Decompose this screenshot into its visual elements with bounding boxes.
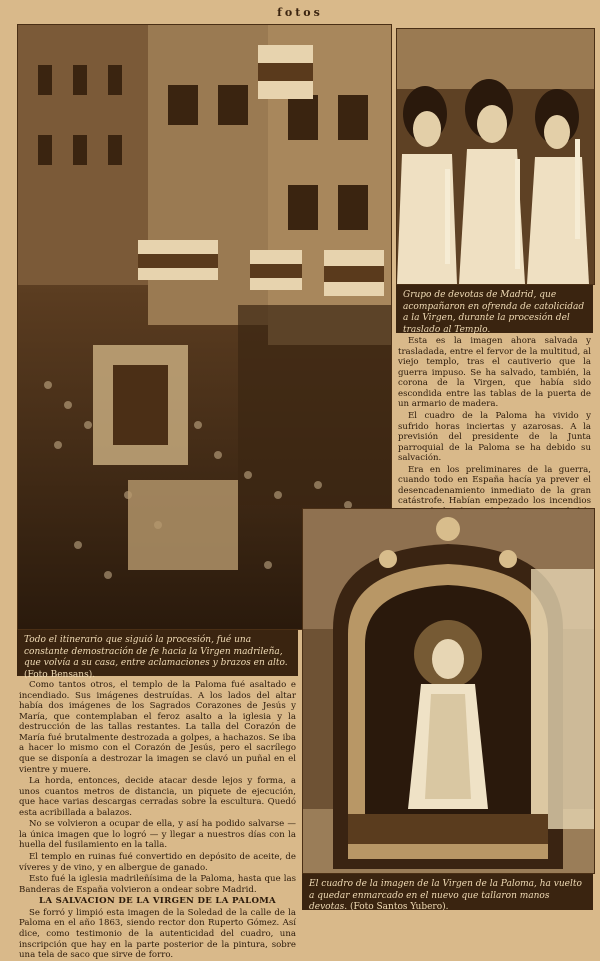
- devotas-caption-text: Grupo de devotas de Madrid, que acompañaron en ofrenda de catolicidad a la Virgen, durante la procesión del traslado al Templo.: [403, 290, 585, 335]
- masthead: fotos: [277, 6, 323, 19]
- left-paragraph: Como tantos otros, el templo de la Paloma fué asaltado e incendiado. Sus imágenes destruídas. A los lados del altar había dos imágenes de los Sagrados Corazones de Jesús y María, que contemplaban el feroz asalto a la iglesia y la destrucción de las tallas restantes. La talla del Corazón de María fué brutalmente destrozada a golpes, a hachazos. Se iba a hacer lo mismo con el Corazón de Jesús, pero el sacrílego que se disponía a destrozar la imagen se clavó un puñal en el vientre y muere.: [19, 680, 296, 775]
- right-column: [398, 336, 591, 508]
- devotas-photo: [396, 28, 595, 285]
- virgen-caption-text: El cuadro de la imagen de la Virgen de la Paloma, ha vuelto a quedar enmarcado en el nuevo que tallaron manos devotas.: [309, 879, 582, 913]
- right-paragraph: Esta es la imagen ahora salvada y trasladada, entre el fervor de la multitud, al viejo templo, tras el cautiverio que la guerra impuso. Se ha salvado, también, la corona de la Virgen, que había sido escondida entre las tablas de la puerta de un armario de madera.: [398, 336, 591, 410]
- devotas-caption: [396, 285, 593, 333]
- virgen-paloma-photo: [302, 508, 595, 874]
- procession-caption-credit: (Foto Bensans).: [24, 669, 96, 680]
- section-heading: LA SALVACION DE LA VIRGEN DE LA PALOMA: [38, 896, 277, 907]
- right-paragraph: Era en los preliminares de la guerra, cuando todo en España hacía ya prever el desencadenamiento inmediato de la gran catástrofe. Habían empezado los incendios: [398, 464, 591, 507]
- virgen-caption: [302, 874, 593, 913]
- left-paragraph: La horda, entonces, decide atacar desde lejos y forma, a unos cuantos metros de distancia, un piquete de ejecución, que hace varias descargas cerradas sobre la escultura. Quedó esta acribillada a balazos.: [19, 776, 296, 818]
- left-paragraph: El templo en ruinas fué convertido en depósito de aceite, de víveres y de vino, y en albergue de ganado.: [19, 852, 296, 873]
- left-paragraph: No se volvieron a ocupar de ella, y así ha podido salvarse — la única imagen que lo logró — y llegar a nuestros días con la huella del fusilamiento en la talla.: [19, 819, 296, 851]
- left-paragraph: Se forró y limpió esta imagen de la Soledad de la calle de la Paloma en el año 1863, siendo rector don Ruperto Gómez. Así dice, como testimonio de la autenticidad del cuadro, una inscripción que hay en la parte posterior de la pintura, sobre una tela de saco que sirve de forro.: [19, 907, 296, 961]
- procession-caption-text: Todo el itinerario que siguió la procesión, fué una constante demostración de fe hacia la Virgen madrileña, que volvía a su casa, entre aclamaciones y brazos en alto.: [24, 635, 288, 669]
- virgen-caption-credit: (Foto Santos Yubero).: [349, 902, 449, 913]
- right-paragraph: El cuadro de la Paloma ha vivido y sufrido horas inciertas y azarosas. A la previsión del presidente de la Junta parroquial de la Paloma se ha debido su salvación.: [398, 410, 591, 464]
- left-paragraph: Esto fué la iglesia madrileñísima de la Paloma, hasta que las Banderas de España volvieron a ondear sobre Madrid.: [19, 874, 296, 895]
- left-column: [19, 680, 296, 961]
- procession-caption: [17, 630, 298, 680]
